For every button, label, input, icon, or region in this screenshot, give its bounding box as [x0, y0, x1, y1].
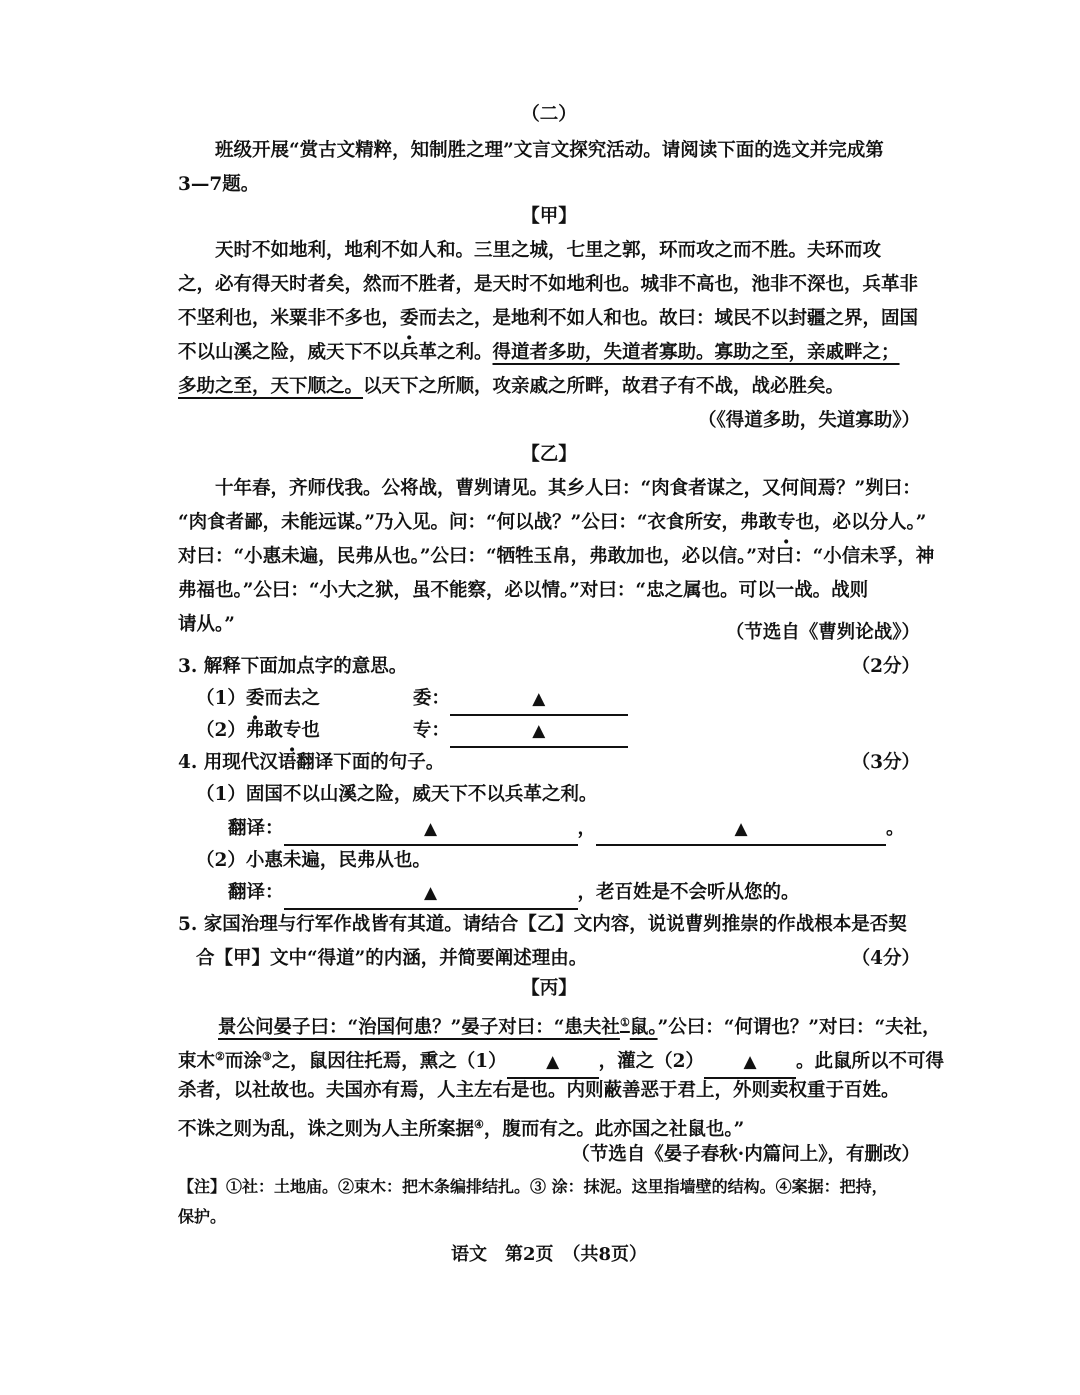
q5-score: （4分） — [851, 948, 920, 969]
notes-line-2: 保护。 — [178, 1207, 227, 1226]
yi-line-2: “肉食者鄙，未能远谋。”乃入见。问：“何以战？”公曰：“衣食所安，弗敢专也，必以分人。” — [178, 512, 927, 533]
underlined-sentence-cont: 多助之至，天下顺之。 — [178, 376, 364, 397]
q5-line-1: 5. 家国治理与行军作战皆有其道。请结合【乙】文内容，说说曹刿推崇的作战根本是否契 — [178, 914, 907, 935]
page-footer: 语文 第2页 （共8页） — [450, 1244, 648, 1265]
dotted-char: 专 — [776, 512, 796, 533]
q4-translation-2: 翻译： ▲ ，老百姓是不会听从您的。 — [178, 876, 970, 910]
underlined-sentence: 得道者多助，失道者寡助。寡助之至，亲戚畔之； — [492, 342, 900, 363]
answer-blank-q4-1b[interactable] — [596, 820, 886, 846]
yi-line-5: 请从。” — [178, 614, 235, 635]
bing-line-2: 束木②而涂③之，鼠因往托焉，熏之（1） ▲ ，灌之（2） ▲ 。此鼠所以不可得 — [178, 1040, 920, 1079]
bing-source: （节选自《晏子春秋·内篇问上》，有删改） — [571, 1144, 920, 1165]
q3-item-1: （1）委而去之 委： ▲ — [178, 682, 938, 716]
section-title: （二） — [521, 104, 577, 125]
bing-heading: 【丙】 — [521, 978, 577, 999]
q4-sentence-2: （2）小惠未遍，民弗从也。 — [196, 850, 431, 871]
yi-source: （节选自《曹刿论战》） — [725, 622, 920, 643]
answer-blank-q4-1a[interactable] — [284, 820, 578, 846]
triangle-icon: ▲ — [743, 1052, 757, 1073]
answer-blank-q3-1[interactable] — [450, 690, 628, 716]
triangle-icon: ▲ — [423, 819, 438, 839]
bing-line-1: 景公问晏子曰：“治国何患？”晏子对曰：“患夫社①鼠。”公曰：“何谓也？”对曰：“夫社， — [218, 1016, 941, 1039]
q3-score: （2分） — [851, 656, 920, 677]
answer-blank-q3-2[interactable] — [450, 722, 628, 748]
jia-line-3: 不坚利也，米粟非不多也，委而去之，是地利不如人和也。故曰：域民不以封疆之界，固国 — [178, 308, 919, 329]
yi-line-1: 十年春，齐师伐我。公将战，曹刿请见。其乡人曰：“肉食者谋之，又何间焉？”刿曰： — [215, 478, 921, 499]
triangle-icon: ▲ — [734, 819, 748, 839]
q4-translation-1: 翻译： ▲ ， ▲ 。 — [178, 812, 970, 846]
q4-score: （3分） — [851, 752, 920, 773]
jia-line-2: 之，必有得天时者矣，然而不胜者，是天时不如地利也。城非不高也，池非不深也，兵革非 — [178, 274, 919, 295]
jia-source: （《得道多助，失道寡助》） — [697, 410, 920, 431]
bing-line-4: 不诛之则为乱，诛之则为人主所案据④，腹而有之。此亦国之社鼠也。” — [178, 1118, 745, 1141]
q3-item-2: （2）弗敢专也 专： ▲ — [178, 714, 938, 748]
q5-line-2: 合【甲】文中“得道”的内涵，并简要阐述理由。 — [196, 948, 588, 969]
q3-stem: 3. 解释下面加点字的意思。 — [178, 656, 408, 677]
q5-line-2-row — [178, 942, 920, 976]
triangle-icon: ▲ — [423, 883, 438, 903]
answer-blank-q4-2[interactable] — [284, 884, 578, 910]
bing-line-3: 杀者，以社故也。夫国亦有焉，人主左右是也。内则蔽善恶于君上，外则卖权重于百姓。 — [178, 1080, 900, 1101]
triangle-icon: ▲ — [532, 689, 546, 709]
yi-line-3: 对曰：“小惠未遍，民弗从也。”公曰：“牺牲玉帛，弗敢加也，必以信。”对曰：“小信未孚，神 — [178, 546, 935, 567]
triangle-icon: ▲ — [532, 721, 546, 741]
q3-stem-row — [178, 650, 920, 684]
notes-line-1: 【注】①社：土地庙。②束木：把木条编排结扎。③ 涂：抹泥。这里指墙壁的结构。④案据：把持， — [178, 1177, 888, 1196]
dotted-char: 专 — [282, 720, 302, 741]
yi-line-4: 弗福也。”公曰：“小大之狱，虽不能察，必以情。”对曰：“忠之属也。可以一战。战则 — [178, 580, 869, 601]
dotted-char: 委 — [245, 688, 265, 709]
jia-line-5: 多助之至，天下顺之。以天下之所顺，攻亲戚之所畔，故君子有不战，战必胜矣。 — [178, 376, 845, 397]
intro-line-2: 3—7题。 — [178, 174, 260, 195]
intro-line-1: 班级开展“赏古文精粹，知制胜之理”文言文探究活动。请阅读下面的选文并完成第 — [215, 140, 884, 161]
q4-sentence-1: （1）固国不以山溪之险，威天下不以兵革之利。 — [196, 784, 598, 805]
jia-heading: 【甲】 — [521, 206, 577, 227]
q4-stem-row — [178, 746, 920, 780]
q4-stem: 4. 用现代汉语翻译下面的句子。 — [178, 752, 445, 773]
yi-heading: 【乙】 — [521, 444, 577, 465]
jia-line-1: 天时不如地利，地利不如人和。三里之城，七里之郭，环而攻之而不胜。夫环而攻 — [215, 240, 882, 261]
jia-line-4: 不以山溪之险，威天下不以兵革之利。得道者多助，失道者寡助。寡助之至，亲戚畔之； — [178, 342, 900, 363]
dotted-char: 委 — [400, 308, 419, 329]
triangle-icon: ▲ — [546, 1052, 560, 1073]
